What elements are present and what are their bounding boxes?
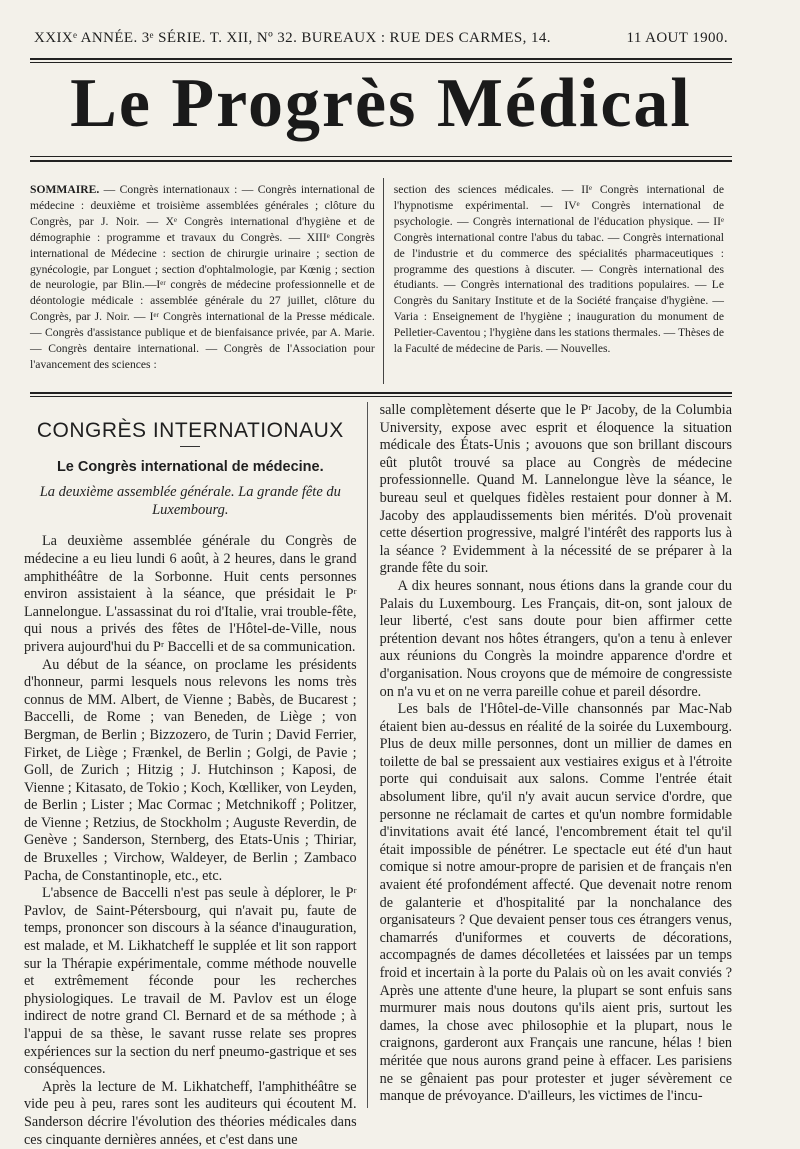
paragraph: salle complètement déserte que le Pʳ Jacoby, de la Columbia University, expose avec esprit et éloquence la situation médicale des États-Unis ; avouons que son brillant discours eût plutôt trouvé sa place au Congrès de médecine professionnelle. Quand M. Lannelongue lève la séance, le bureau seul et quelques fidèles restaient pour donner à M. Jacoby des applaudissements bien mérités. D'où provenait cette désertion progressive, malgré l'intérêt des rapports lus à la séance ? Evidemment à la nécessité de se préparer à la grande fête du soir. [379,402,732,577]
toc-right-column [384,178,732,384]
toc-heading: SOMMAIRE. [30,183,100,196]
article-right-column [368,402,732,1108]
masthead-rule-bottom [30,160,732,162]
section-title: CONGRÈS INTERNATIONAUX [36,419,344,442]
article-body [24,402,732,1148]
article-subtitle: La deuxième assemblée générale. La grande fête du Luxembourg. [39,484,341,518]
section-divider [180,446,200,447]
paragraph: L'absence de Baccelli n'est pas seule à déplorer, le Pʳ Pavlov, de Saint-Pétersbourg, qui n'avait pu, faute de temps, prononcer son discours à la séance d'inauguration, est malade, et M. Likhatcheff le supplée et lit son rapport sur la Thérapie expérimentale, comme méthode nouvelle et extrêmement féconde pour les recherches physiologiques. Le travail de M. Pavlov est un éloge indirect de notre grand Cl. Bernard et de sa méthode ; à l'appui de sa thèse, le savant russe relate ses propres expériences sur la section du nerf pneumo-gastrique et ses conséquences. [24,885,357,1078]
article-title: Le Congrès international de médecine. [56,458,324,475]
toc-left-column [30,178,384,384]
paragraph: La deuxième assemblée générale du Congrès de médecine a eu lieu lundi 6 août, à 2 heures, dans le grand amphithéâtre de la Sorbonne. Huit cents personnes environ assistaient à la séance, que présidait le Pʳ Lannelongue. L'assassinat du roi d'Italie, vrai trouble-fête, qui nous a privés des fêtes de l'Hôtel-de-Ville, nous privera aujourd'hui du Pʳ Baccelli et de sa communication. [24,533,357,655]
paragraph: Après la lecture de M. Likhatcheff, l'amphithéâtre se vide peu à peu, rares sont les auditeurs qui écoutent M. Sanderson décrire l'évolution des théories médicales dans ces cinquante dernières années, et c'est dans une [24,1078,357,1148]
toc-right-text: section des sciences médicales. — IIᵉ Congrès international de l'hypnotisme expérimental. — IVᵉ Congrès international de psychologie. — Congrès international de l'éducation physique. — IIᵉ Congrès international contre l'abus du tabac. — Congrès international de l'industrie et du commerce des spécialités pharmaceutiques : programme des questions à discuter. — Congrès international des étudiants. — Congrès international des traditions populaires. — Le Congrès du Sanitary Institute et de la Société française d'hygiène. — Varia : Enseignement de l'hygiène ; inauguration du monument de Pelletier-Caventou ; l'hygiène dans les stations thermales. — Thèses de la Faculté de médecine de Paris. — Nouvelles. [393,183,724,356]
masthead-rule-top [30,156,732,157]
top-rule-thin [30,62,732,63]
paragraph: A dix heures sonnant, nous étions dans la grande cour du Palais du Luxembourg. Les Français, dit-on, sont jaloux de leur liberté, c'est sans doute pour bien affirmer cette prétention devant nos hôtes étrangers, qu'on a tenu à enlever aux réunions du Congrès la moindre apparence d'ordre et d'organisation. Nous croyons que de mémoire de congressiste on n'a vu et on ne verra pareille cohue et pareil désordre. [379,577,732,700]
masthead-title: Le Progrès Médical [70,65,692,142]
paragraph: Les bals de l'Hôtel-de-Ville chansonnés par Mac-Nab étaient bien au-dessus en réalité de la soirée du Luxembourg. Plus de deux mille personnes, dont un millier de dames en toilette de bal se pressaient aux vestiaires exigus et à l'étroite porte qui conduisait aux salons. Comme l'entrée était absolument libre, qu'il n'y avait aucun service d'ordre, que personne ne réclamait de cartes et qu'un nombre formidable d'invitations avait été lancé, l'encombrement était tel qu'il était impossible de pénétrer. Le spectacle eut été d'un haut comique si notre amour-propre de parisien et de français n'en avaient été profondément affecté. Que devenait notre renom de galanterie et d'hospitalité par la nonchalance des organisateurs ? Que devaient penser tous ces étrangers venus, chamarrés d'uniformes et couverts de décorations, accompagnés de dames décolletées et laissées par un temps froid et incertain à la porte du Palais où on les avait conviés ? Après une attente d'une heure, la plupart se sont enfuis sans murmurer mais nous doutons qu'ils aient pris, surtout les dames, la chose avec philosophie et la plupart, nous le craignons, garderont aux Français une rancune, hélas ! bien méritée que nous aurons grand peine à effacer. Les parisiens ne se gênaient pas pour protester et juger sévèrement ce manque de prévoyance. D'ailleurs, les victimes de l'incu- [379,701,732,1105]
body-rule-thin [30,396,732,397]
toc-left-text: — Congrès internationaux : — Congrès international de médecine : deuxième et troisième assemblées générales ; clôture du Congrès, par J. Noir. — Xᵉ Congrès international d'hygiène et de démographie : programme et travaux du Congrès. — XIIIᵉ Congrès international de Médecine : section de chirurgie urinaire ; section de gynécologie, par Longuet ; section d'ophtalmologie, par Kœnig ; section de neurologie, par Blin.—Iᵉʳ congrès de médecine professionnelle et de déontologie médicale : assemblée générale du 27 juillet, clôture du Congrès, par J. Noir. — Iᵉʳ Congrès international de la Presse médicale. — Congrès d'assistance publique et de bienfaisance privée, par A. Marie. — Congrès dentaire international. — Congrès de l'Association pour l'avancement des sciences : [30,183,375,371]
body-rule [30,392,732,394]
issue-header [34,30,728,47]
article-left-column [24,402,368,1148]
issue-info: XXIXᵉ ANNÉE. 3ᵉ SÉRIE. T. XII, Nº 32. BUREAUX : RUE DES CARMES, 14. [34,30,551,46]
issue-date: 11 AOUT 1900. [626,30,728,46]
paragraph: Au début de la séance, on proclame les présidents d'honneur, parmi lesquels nous relevons les noms très connus de MM. Albert, de Vienne ; Babès, de Bucarest ; Baccelli, de Rome ; van Beneden, de Liège ; von Bergman, de Berlin ; Bizzozero, de Turin ; David Ferrier, Firket, de Liège ; Frænkel, de Berlin ; Golgi, de Pavie ; Goll, de Zurich ; Hitzig ; J. Hutchinson ; Kaposi, de Vienne ; Kitasato, de Tokio ; Koch, Kœlliker, von Leyden, de Berlin ; Lister ; Mac Cormac ; Metchnikoff ; Politzer, de Vienne ; Retzius, de Stockholm ; Auguste Reverdin, de Genève ; Sanderson, Sternberg, des Etats-Unis ; Thiriar, de Bruxelles ; Virchow, Waldeyer, de Berlin ; Zambaco Pacha, de Constantinople, etc., etc. [24,656,357,884]
top-rule [30,58,732,60]
table-of-contents [30,178,732,384]
